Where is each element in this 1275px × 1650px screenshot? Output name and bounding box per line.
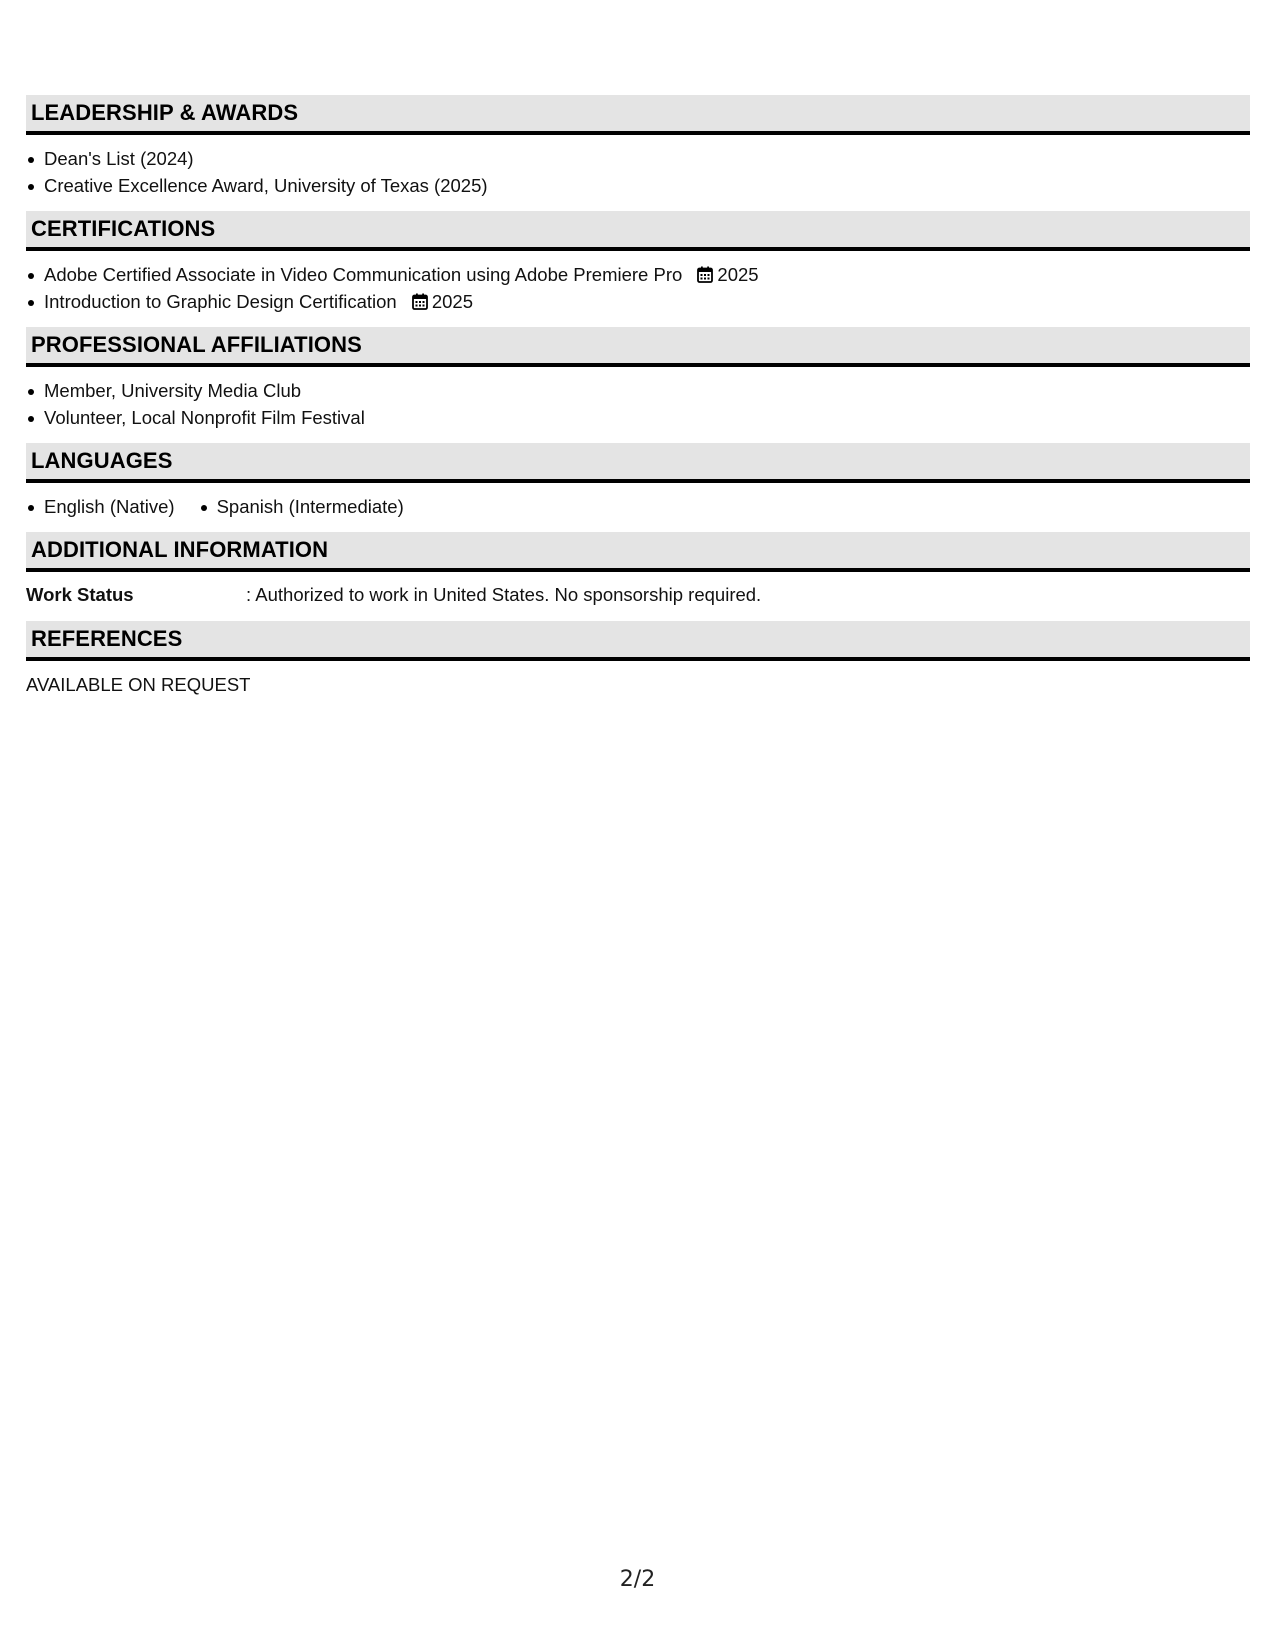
certification-year: 2025 <box>717 264 759 285</box>
list-item: Creative Excellence Award, University of Texas (2025) <box>26 172 1250 199</box>
section-title: LANGUAGES <box>31 448 173 473</box>
awards-list <box>26 145 1250 199</box>
list-item <box>26 261 1250 288</box>
section-title: LEADERSHIP & AWARDS <box>31 100 299 125</box>
certifications-list <box>26 261 1250 315</box>
languages-list <box>26 493 1250 520</box>
languages-section <box>26 443 1250 520</box>
list-item: English (Native) <box>26 493 175 520</box>
affiliations-section <box>26 327 1250 431</box>
certification-name: Adobe Certified Associate in Video Communication using Adobe Premiere Pro <box>44 264 683 285</box>
affiliations-list <box>26 377 1250 431</box>
section-title: ADDITIONAL INFORMATION <box>31 537 329 562</box>
list-item: Volunteer, Local Nonprofit Film Festival <box>26 404 1250 431</box>
list-item: Dean's List (2024) <box>26 145 1250 172</box>
certification-name: Introduction to Graphic Design Certification <box>44 291 397 312</box>
section-header <box>26 621 1250 661</box>
page-number: 2/2 <box>619 1567 656 1592</box>
section-header <box>26 95 1250 135</box>
work-status-row <box>26 581 1250 609</box>
additional-info-section <box>26 532 1250 609</box>
section-header <box>26 532 1250 572</box>
references-section <box>26 621 1250 698</box>
leadership-awards-section <box>26 95 1250 199</box>
section-header <box>26 211 1250 251</box>
references-text: AVAILABLE ON REQUEST <box>26 674 251 695</box>
certification-year: 2025 <box>431 291 473 312</box>
calendar-icon <box>412 290 428 317</box>
section-title: REFERENCES <box>31 626 183 651</box>
list-item <box>26 288 1250 315</box>
section-title: CERTIFICATIONS <box>31 216 216 241</box>
resume-page <box>26 95 1250 710</box>
list-item: Spanish (Intermediate) <box>199 493 404 520</box>
work-status-value: : Authorized to work in United States. No sponsorship required. <box>246 584 762 605</box>
list-item: Member, University Media Club <box>26 377 1250 404</box>
work-status-label: Work Status <box>26 584 134 605</box>
calendar-icon <box>697 263 713 290</box>
certifications-section <box>26 211 1250 315</box>
section-header <box>26 443 1250 483</box>
section-header <box>26 327 1250 367</box>
section-title: PROFESSIONAL AFFILIATIONS <box>31 332 362 357</box>
